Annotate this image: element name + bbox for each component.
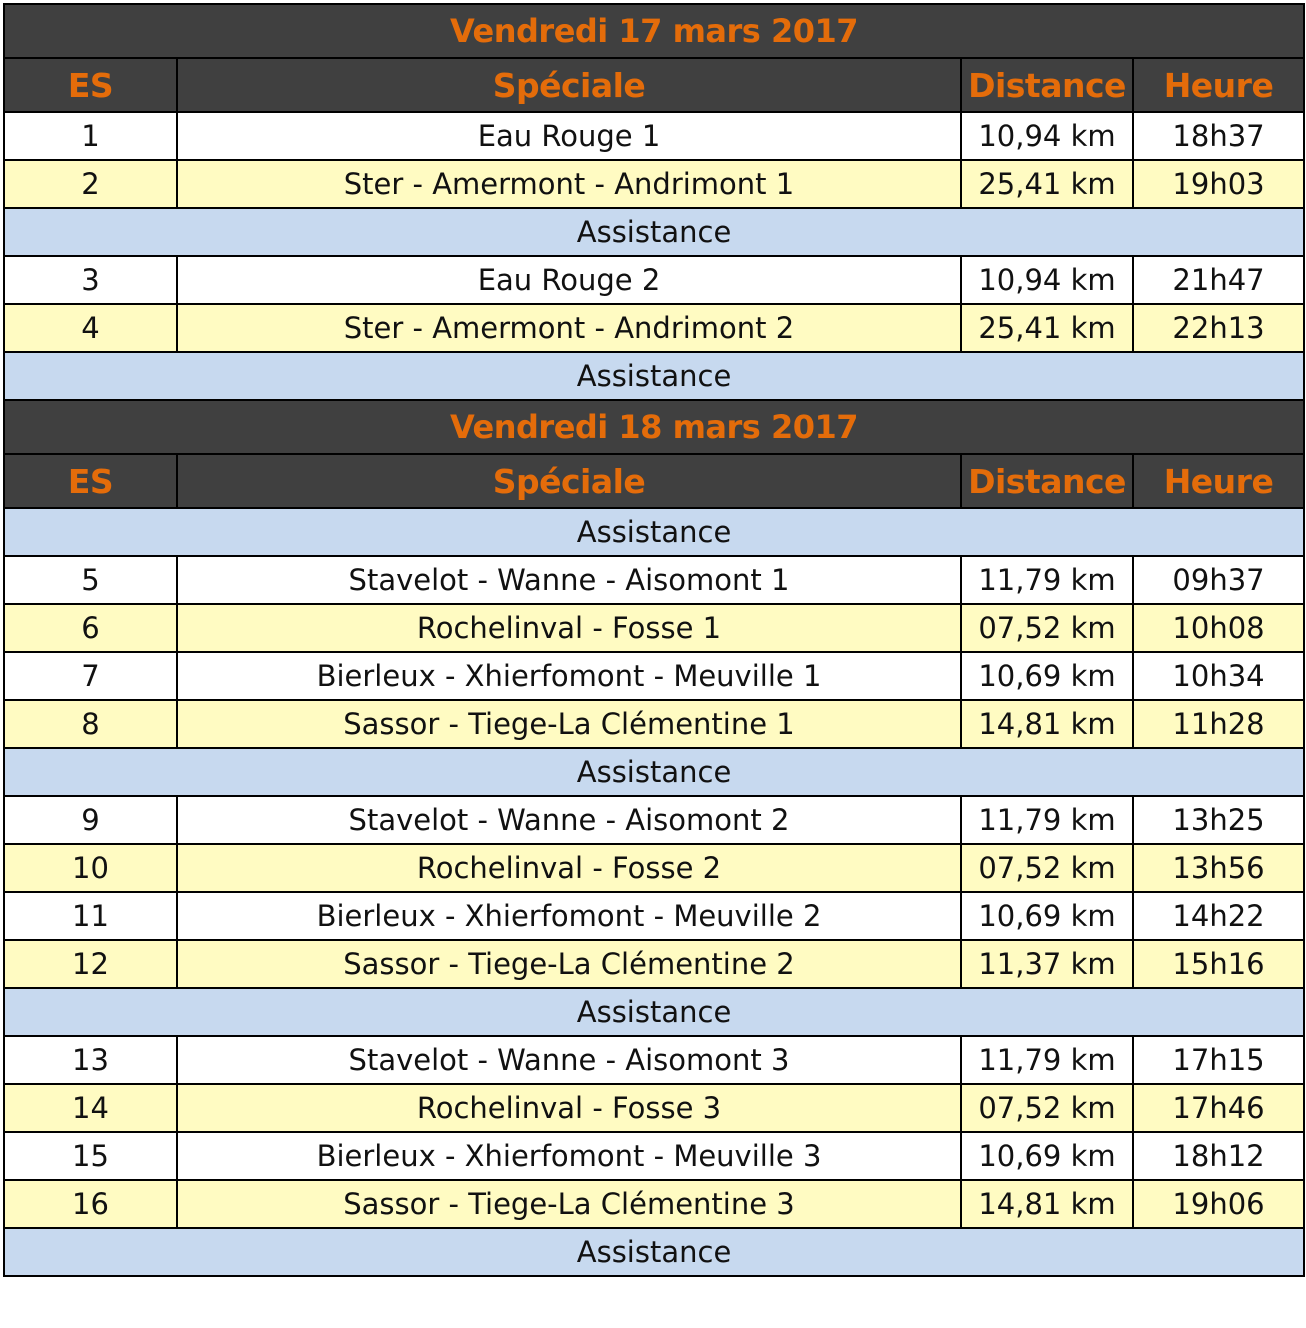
stage-number: 12	[4, 940, 177, 988]
stage-time: 11h28	[1133, 700, 1304, 748]
stage-number: 10	[4, 844, 177, 892]
stage-time: 10h08	[1133, 604, 1304, 652]
stage-time: 13h56	[1133, 844, 1304, 892]
stage-number: 4	[4, 304, 177, 352]
header-speciale: Spéciale	[177, 454, 961, 508]
stage-row	[4, 556, 1304, 604]
stage-number: 13	[4, 1036, 177, 1084]
stage-name: Sassor - Tiege-La Clémentine 2	[177, 940, 961, 988]
day-title-row	[4, 400, 1304, 454]
stage-distance: 10,69 km	[961, 892, 1133, 940]
stage-name: Eau Rouge 2	[177, 256, 961, 304]
stage-row	[4, 304, 1304, 352]
stage-distance: 25,41 km	[961, 304, 1133, 352]
stage-distance: 07,52 km	[961, 844, 1133, 892]
assistance-label: Assistance	[4, 208, 1304, 256]
stage-name: Sassor - Tiege-La Clémentine 3	[177, 1180, 961, 1228]
stage-row	[4, 940, 1304, 988]
stage-number: 8	[4, 700, 177, 748]
stage-number: 2	[4, 160, 177, 208]
column-header-row	[4, 58, 1304, 112]
stage-name: Ster - Amermont - Andrimont 2	[177, 304, 961, 352]
stage-row	[4, 892, 1304, 940]
rally-schedule-table	[3, 3, 1305, 1277]
stage-distance: 07,52 km	[961, 604, 1133, 652]
assistance-row	[4, 748, 1304, 796]
stage-time: 10h34	[1133, 652, 1304, 700]
stage-row	[4, 1036, 1304, 1084]
stage-row	[4, 160, 1304, 208]
stage-name: Stavelot - Wanne - Aisomont 1	[177, 556, 961, 604]
stage-time: 19h06	[1133, 1180, 1304, 1228]
header-heure: Heure	[1133, 454, 1304, 508]
stage-name: Sassor - Tiege-La Clémentine 1	[177, 700, 961, 748]
stage-number: 16	[4, 1180, 177, 1228]
header-heure: Heure	[1133, 58, 1304, 112]
stage-number: 3	[4, 256, 177, 304]
stage-distance: 11,79 km	[961, 1036, 1133, 1084]
stage-row	[4, 112, 1304, 160]
assistance-row	[4, 988, 1304, 1036]
day-title: Vendredi 17 mars 2017	[4, 4, 1304, 58]
stage-distance: 14,81 km	[961, 1180, 1133, 1228]
stage-time: 17h46	[1133, 1084, 1304, 1132]
header-speciale: Spéciale	[177, 58, 961, 112]
stage-time: 13h25	[1133, 796, 1304, 844]
stage-row	[4, 256, 1304, 304]
stage-row	[4, 1180, 1304, 1228]
header-es: ES	[4, 454, 177, 508]
stage-number: 6	[4, 604, 177, 652]
day-title: Vendredi 18 mars 2017	[4, 400, 1304, 454]
stage-name: Stavelot - Wanne - Aisomont 2	[177, 796, 961, 844]
assistance-label: Assistance	[4, 988, 1304, 1036]
stage-name: Bierleux - Xhierfomont - Meuville 3	[177, 1132, 961, 1180]
schedule-body	[4, 4, 1304, 1276]
day-title-row	[4, 4, 1304, 58]
stage-time: 09h37	[1133, 556, 1304, 604]
stage-name: Eau Rouge 1	[177, 112, 961, 160]
stage-number: 5	[4, 556, 177, 604]
stage-distance: 25,41 km	[961, 160, 1133, 208]
stage-distance: 10,69 km	[961, 652, 1133, 700]
column-header-row	[4, 454, 1304, 508]
assistance-label: Assistance	[4, 508, 1304, 556]
stage-time: 14h22	[1133, 892, 1304, 940]
header-distance: Distance	[961, 58, 1133, 112]
stage-time: 18h37	[1133, 112, 1304, 160]
stage-row	[4, 700, 1304, 748]
stage-number: 15	[4, 1132, 177, 1180]
stage-row	[4, 1132, 1304, 1180]
stage-row	[4, 844, 1304, 892]
stage-row	[4, 652, 1304, 700]
stage-name: Bierleux - Xhierfomont - Meuville 2	[177, 892, 961, 940]
stage-number: 9	[4, 796, 177, 844]
header-distance: Distance	[961, 454, 1133, 508]
stage-row	[4, 604, 1304, 652]
stage-number: 1	[4, 112, 177, 160]
stage-time: 18h12	[1133, 1132, 1304, 1180]
stage-time: 17h15	[1133, 1036, 1304, 1084]
stage-name: Rochelinval - Fosse 1	[177, 604, 961, 652]
assistance-label: Assistance	[4, 1228, 1304, 1276]
stage-distance: 11,37 km	[961, 940, 1133, 988]
stage-time: 22h13	[1133, 304, 1304, 352]
stage-distance: 10,94 km	[961, 112, 1133, 160]
stage-distance: 11,79 km	[961, 556, 1133, 604]
stage-row	[4, 1084, 1304, 1132]
stage-time: 21h47	[1133, 256, 1304, 304]
stage-time: 15h16	[1133, 940, 1304, 988]
stage-row	[4, 796, 1304, 844]
stage-name: Rochelinval - Fosse 3	[177, 1084, 961, 1132]
assistance-row	[4, 1228, 1304, 1276]
stage-number: 11	[4, 892, 177, 940]
stage-name: Stavelot - Wanne - Aisomont 3	[177, 1036, 961, 1084]
stage-distance: 11,79 km	[961, 796, 1133, 844]
assistance-row	[4, 352, 1304, 400]
stage-distance: 10,94 km	[961, 256, 1133, 304]
stage-name: Rochelinval - Fosse 2	[177, 844, 961, 892]
assistance-row	[4, 508, 1304, 556]
stage-number: 7	[4, 652, 177, 700]
stage-time: 19h03	[1133, 160, 1304, 208]
assistance-label: Assistance	[4, 352, 1304, 400]
assistance-label: Assistance	[4, 748, 1304, 796]
stage-number: 14	[4, 1084, 177, 1132]
header-es: ES	[4, 58, 177, 112]
stage-name: Ster - Amermont - Andrimont 1	[177, 160, 961, 208]
stage-distance: 14,81 km	[961, 700, 1133, 748]
stage-name: Bierleux - Xhierfomont - Meuville 1	[177, 652, 961, 700]
assistance-row	[4, 208, 1304, 256]
stage-distance: 10,69 km	[961, 1132, 1133, 1180]
stage-distance: 07,52 km	[961, 1084, 1133, 1132]
